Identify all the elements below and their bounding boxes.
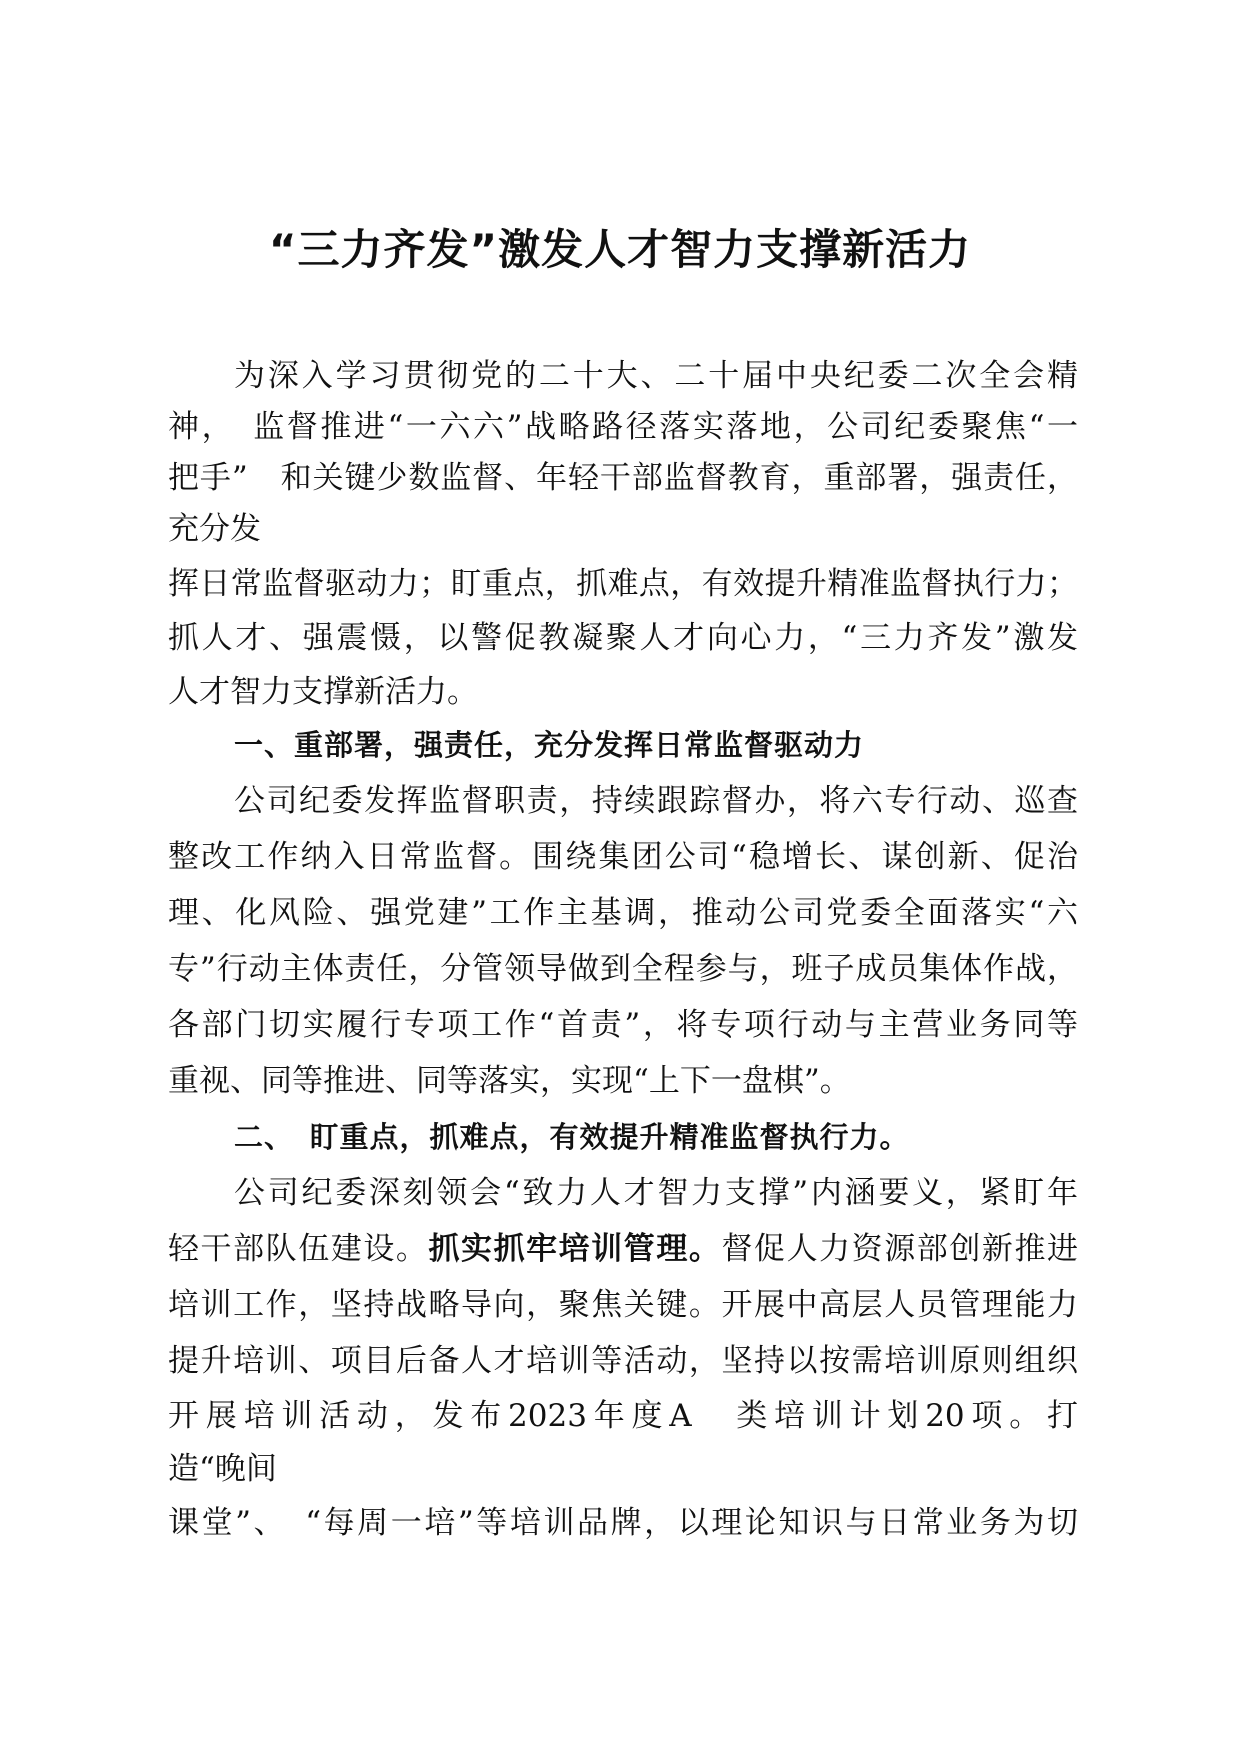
section2-line-5: 开展培训活动，发布2023年度A 类培训计划20项。打: [168, 1398, 1078, 1434]
section-heading-1: 一、重部署，强责任，充分发挥日常监督驱动力: [234, 728, 865, 762]
section2-line-3: 培训工作，坚持战略导向，聚焦关键。开展中高层人员管理能力: [168, 1287, 1078, 1323]
emphasis-training-management: 抓实抓牢培训管理。: [428, 1231, 722, 1267]
intro-line-6: 抓人才、强震慑，以警促教凝聚人才向心力，“三力齐发”激发: [168, 620, 1078, 656]
section-heading-2: 二、 盯重点，抓难点，有效提升精准监督执行力。: [234, 1120, 910, 1154]
intro-line-2: 神， 监督推进“一六六”战略路径落实落地，公司纪委聚焦“一: [168, 409, 1078, 445]
intro-line-7: 人才智力支撑新活力。: [168, 674, 478, 710]
section2-line-6: 造“晚间: [168, 1451, 277, 1487]
intro-line-5: 挥日常监督驱动力；盯重点，抓难点，有效提升精准监督执行力；: [168, 566, 1078, 602]
section2-line-2: [168, 1228, 1078, 1270]
intro-line-4: 充分发: [168, 511, 261, 547]
intro-line-3: 把手” 和关键少数监督、年轻干部监督教育，重部署，强责任，: [168, 460, 1078, 496]
section1-line-5: 各部门切实履行专项工作“首责”，将专项行动与主营业务同等: [168, 1007, 1078, 1043]
intro-line-1: 为深入学习贯彻党的二十大、二十届中央纪委二次全会精: [234, 358, 1078, 394]
section1-line-3: 理、化风险、强党建”工作主基调，推动公司党委全面落实“六: [168, 895, 1078, 931]
document-title: “三力齐发”激发人才智力支撑新活力: [268, 225, 972, 274]
section1-line-2: 整改工作纳入日常监督。围绕集团公司“稳增长、谋创新、促治: [168, 839, 1078, 875]
section2-line-1: 公司纪委深刻领会“致力人才智力支撑”内涵要义，紧盯年: [234, 1175, 1078, 1211]
section1-line-1: 公司纪委发挥监督职责，持续跟踪督办，将六专行动、巡查: [234, 783, 1078, 819]
section1-line-4: 专”行动主体责任，分管领导做到全程参与，班子成员集体作战，: [168, 951, 1078, 987]
section1-line-6: 重视、同等推进、同等落实，实现“上下一盘棋”。: [168, 1063, 851, 1099]
section2-line-7: 课堂”、 “每周一培”等培训品牌，以理论知识与日常业务为切: [168, 1505, 1078, 1541]
section2-line-2-end: 督促人力资源部创新推进: [721, 1231, 1078, 1267]
section2-line-4: 提升培训、项目后备人才培训等活动，坚持以按需培训原则组织: [168, 1343, 1078, 1379]
section2-line-2-start: 轻干部队伍建设。: [168, 1231, 429, 1267]
